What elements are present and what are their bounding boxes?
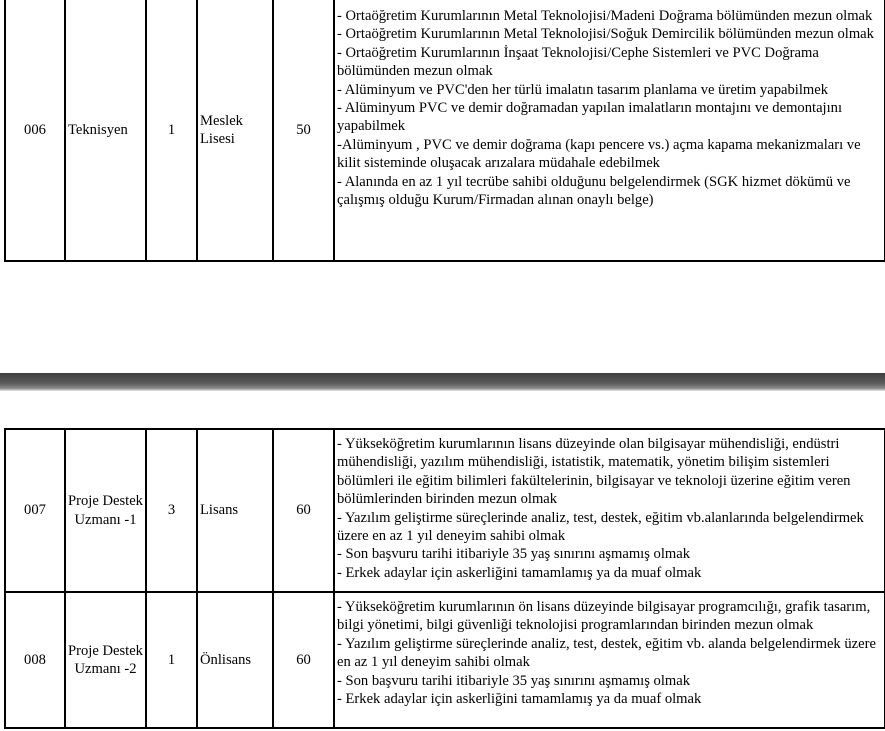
requirement-item: - Yazılım geliştirme süreçlerinde analiz, test, destek, eğitim vb.alanlarında belgelendirmek üzere en az 1 yıl deneyim sahibi olmak (337, 509, 864, 545)
requirement-item: - Alanında en az 1 yıl tecrübe sahibi olduğunu belgelendirmek (SGK hizmet dökümü ve çalışmış olduğu Kurum/Firmadan alınan onaylı belge) (337, 173, 851, 209)
table-row (5, 0, 885, 261)
requirement-item: - Erkek adaylar için askerliğini tamamlamış ya da muaf olmak (337, 564, 702, 581)
requirements-cell (334, 0, 885, 261)
age-limit: 60 (273, 592, 334, 728)
position-code: 007 (5, 429, 65, 592)
page-separator (0, 373, 885, 391)
requirement-item: - Erkek adaylar için askerliğini tamamlamış ya da muaf olmak (337, 691, 702, 708)
position-count: 3 (146, 429, 197, 592)
requirement-item: - Yükseköğretim kurumlarının lisans düzeyinde olan bilgisayar mühendisliği, endüstri mühendisliği, yazılım mühendisliği, istatistik, matematik, yönetim bilişim sistemleri bölümleri ile eğitim bilimleri fakültelerinin, bilgisayar ve teknoloji üzerine eğitim veren bölümlerinden birinden mezun olmak (337, 436, 851, 508)
positions-table-top (4, 0, 885, 262)
position-title: Proje Destek Uzmanı -1 (65, 429, 146, 592)
positions-table-bottom (4, 428, 885, 729)
position-code: 006 (5, 0, 65, 261)
requirement-item: - Yükseköğretim kurumlarının ön lisans düzeyinde bilgisayar programcılığı, grafik tasarım, bilgi yönetimi, bilgi güvenliği teknolojisi programlarından birinden mezun olmak (337, 599, 871, 634)
position-title: Teknisyen (65, 0, 146, 261)
requirement-item: -Alüminyum , PVC ve demir doğrama (kapı pencere vs.) açma kapama mekanizmaları ve kilit sisteminde oluşacak arızalara müdahale edebilmek (337, 136, 861, 172)
position-title: Proje Destek Uzmanı -2 (65, 592, 146, 728)
age-limit: 50 (273, 0, 334, 261)
education-level: Meslek Lisesi (197, 0, 273, 261)
requirements-cell (334, 592, 885, 728)
requirement-item: - Yazılım geliştirme süreçlerinde analiz, test, destek, eğitim vb. alanda belgelendirmek üzere en az 1 yıl deneyim sahibi olmak (337, 635, 876, 671)
table-row (5, 429, 885, 592)
requirement-item: - Son başvuru tarihi itibariyle 35 yaş sınırını aşmamış olmak (337, 672, 691, 689)
table-row (5, 592, 885, 728)
requirement-item: - Son başvuru tarihi itibariyle 35 yaş sınırını aşmamış olmak (337, 546, 691, 563)
requirement-item: - Ortaöğretim Kurumlarının Metal Teknolojisi/Soğuk Demircilik bölümünden mezun olmak (337, 26, 874, 43)
requirement-item: - Ortaöğretim Kurumlarının İnşaat Teknolojisi/Cephe Sistemleri ve PVC Doğrama bölümünden mezun olmak (337, 44, 819, 80)
requirements-cell (334, 429, 885, 592)
requirement-item: - Ortaöğretim Kurumlarının Metal Teknolojisi/Madeni Doğrama bölümünden mezun olmak (337, 8, 873, 24)
age-limit: 60 (273, 429, 334, 592)
position-code: 008 (5, 592, 65, 728)
position-count: 1 (146, 0, 197, 261)
requirement-item: - Alüminyum PVC ve demir doğramadan yapılan imalatların montajını ve demontajını yapabilmek (337, 100, 843, 135)
requirement-item: - Alüminyum ve PVC'den her türlü imalatın tasarım planlama ve üretim yapabilmek (337, 81, 828, 98)
education-level: Lisans (197, 429, 273, 592)
education-level: Önlisans (197, 592, 273, 728)
position-count: 1 (146, 592, 197, 728)
